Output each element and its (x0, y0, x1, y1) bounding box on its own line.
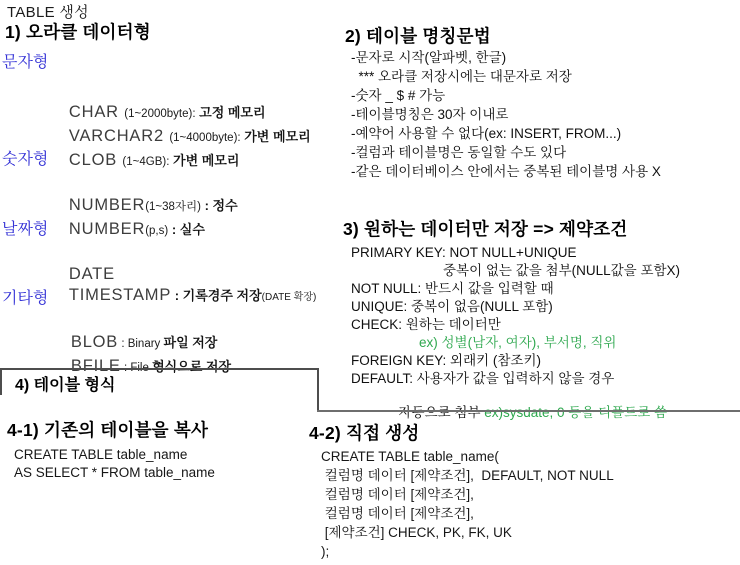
section-4-2-heading: 4-2) 직접 생성 (309, 423, 420, 443)
section-3-heading: 3) 원하는 데이터만 저장 => 제약조건 (343, 219, 628, 239)
section-4-1-heading: 4-1) 기존의 테이블을 복사 (7, 420, 209, 440)
datatype-desc: 고정 메모리 (195, 105, 266, 121)
direct-code-line: 컬럼명 데이터 [제약조건], (321, 487, 474, 502)
naming-rule-line: -테이블명칭은 30자 이내로 (351, 107, 509, 122)
datatype-range: (1~2000byte): (124, 108, 196, 121)
constraint-line-default: DEFAULT: 사용자가 값을 입력하지 않을 경우 (351, 371, 615, 386)
datatype-note: (DATE 확장) (261, 292, 317, 304)
datatype-group-label-date: 날짜형 (2, 221, 49, 238)
constraint-line-check: CHECK: 원하는 데이터만 (351, 317, 501, 332)
datatype-desc: 가변 메모리 (169, 153, 240, 169)
naming-rule-line: -예약어 사용할 수 없다(ex: INSERT, FROM...) (351, 126, 622, 141)
constraint-line-foreign-key: FOREIGN KEY: 외래키 (참조키) (351, 353, 542, 368)
constraint-line-not-null: NOT NULL: 반드시 값을 입력할 때 (351, 281, 554, 296)
datatype-keyword: NUMBER (68, 196, 146, 215)
direct-code-line: 컬럼명 데이터 [제약조건], (321, 506, 474, 521)
naming-rule-line: -같은 데이터베이스 안에서는 중복된 테이블명 사용 X (351, 164, 661, 179)
naming-rule-line: -숫자 _ $ # 가능 (351, 88, 446, 103)
naming-rule-line: -문자로 시작(알파벳, 한글) (351, 50, 507, 65)
datatype-keyword: BFILE (70, 357, 121, 376)
constraint-default-example: ex)sysdate, 0 등을 디폴트로 씀 (484, 404, 668, 420)
datatype-range: (1~4000byte): (169, 132, 241, 145)
datatype-desc: 가변 메모리 (240, 129, 311, 145)
page-title: TABLE 생성 (7, 4, 89, 21)
copy-code-line: CREATE TABLE table_name (14, 447, 188, 462)
section-divider-bottom (317, 410, 740, 412)
section-4-heading: 4) 테이블 형식 (15, 377, 116, 394)
datatype-desc: : 실수 (168, 222, 205, 238)
datatype-keyword: VARCHAR2 (68, 127, 170, 146)
constraint-line-primary-key-cont: 중복이 없는 값을 첨부(NULL값을 포함X) (443, 263, 681, 278)
datatype-keyword: NUMBER (68, 220, 146, 239)
datatype-group-label-char: 문자형 (2, 54, 49, 71)
section-2-heading: 2) 테이블 명칭문법 (345, 26, 491, 46)
datatype-desc: 파일 저장 (163, 335, 218, 351)
naming-rule-line: *** 오라클 저장시에는 대문자로 저장 (351, 69, 572, 84)
copy-code-line: AS SELECT * FROM table_name (14, 465, 215, 480)
datatype-desc: 형식으로 저장 (152, 359, 232, 375)
datatype-group-label-number: 숫자형 (2, 151, 49, 168)
datatype-range: (1~38자리) (145, 201, 201, 214)
datatype-range: (p,s) (145, 225, 169, 238)
datatype-range: (1~4GB): (122, 156, 170, 169)
direct-code-line: CREATE TABLE table_name( (321, 449, 499, 464)
datatype-range: : Binary (118, 338, 164, 351)
constraint-line-unique: UNIQUE: 중복이 없음(NULL 포함) (351, 299, 553, 314)
direct-code-line: ); (321, 544, 330, 559)
datatype-keyword: CLOB (68, 151, 123, 170)
naming-rule-line: -컬럼과 테이블명은 동일할 수도 있다 (351, 145, 567, 160)
datatype-item (60, 133, 239, 171)
datatype-desc: : 정수 (200, 198, 238, 214)
constraint-line-primary-key: PRIMARY KEY: NOT NULL+UNIQUE (351, 245, 577, 260)
direct-code-line: 컬럼명 데이터 [제약조건], DEFAULT, NOT NULL (321, 468, 614, 483)
direct-code-line: [제약조건] CHECK, PK, FK, UK (321, 525, 512, 540)
constraint-default-text: 자동으로 첨부 (398, 404, 485, 420)
datatype-group-label-etc: 기타형 (2, 290, 49, 307)
datatype-keyword: BLOB (70, 333, 119, 352)
section-divider-left-stub (0, 368, 2, 395)
datatype-range: : File (120, 362, 153, 375)
constraint-check-example: ex) 성별(남자, 여자), 부서명, 직위 (419, 335, 617, 350)
datatype-keyword: TIMESTAMP (68, 286, 172, 305)
datatype-item (60, 202, 205, 240)
datatype-keyword: CHAR (68, 103, 125, 122)
section-1-heading: 1) 오라클 데이터형 (5, 22, 151, 42)
constraint-line-default-cont (391, 389, 667, 420)
datatype-keyword: DATE (68, 265, 115, 284)
datatype-desc: : 기록경주 저장 (171, 288, 262, 304)
datatype-item (60, 268, 316, 306)
